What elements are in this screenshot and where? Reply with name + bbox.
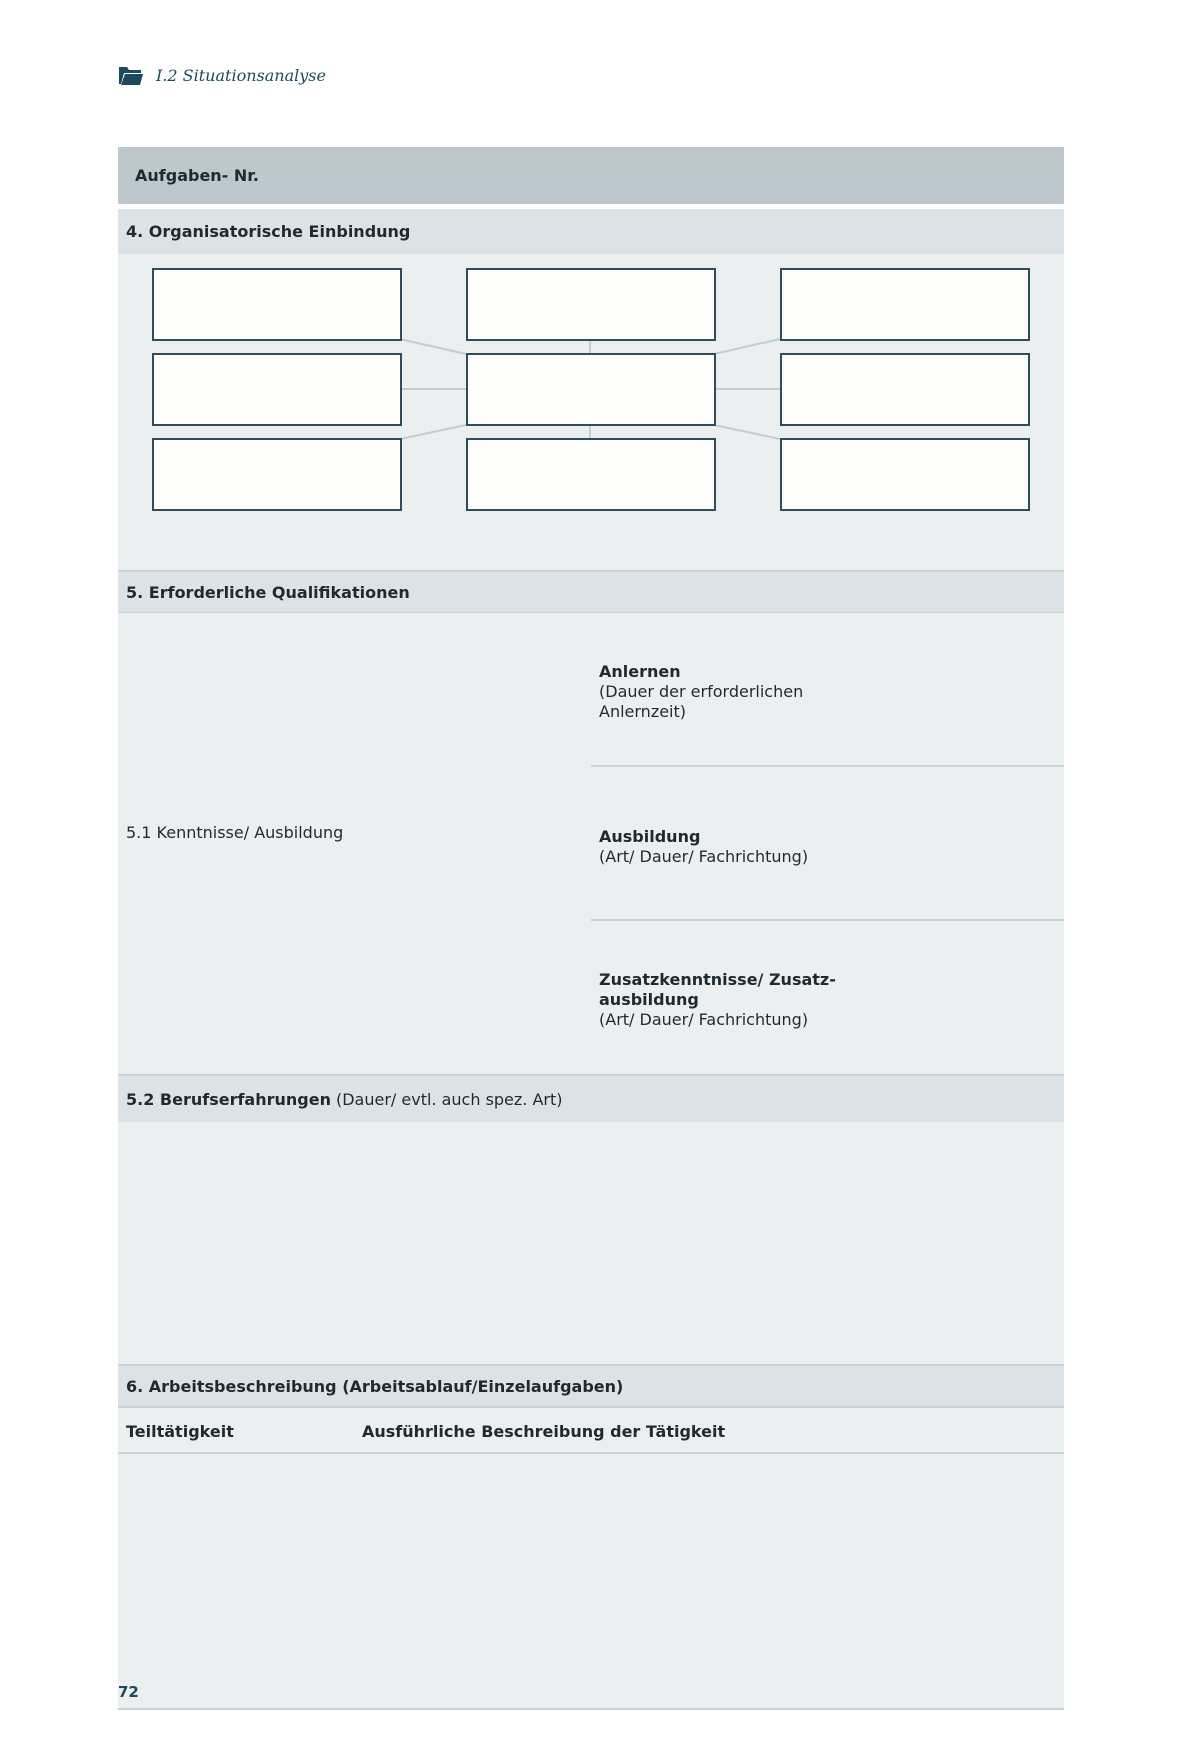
org-chart	[118, 254, 1064, 570]
task-number-row[interactable]	[118, 147, 1064, 204]
task-number-label: Aufgaben- Nr.	[135, 166, 259, 185]
org-box-top-right[interactable]	[781, 269, 1029, 340]
work-table-header	[118, 1406, 1064, 1454]
chapter-title: I.2 Situationsanalyse	[156, 65, 326, 85]
org-box-bottom-right[interactable]	[781, 439, 1029, 510]
org-box-top-left[interactable]	[153, 269, 401, 340]
section-4-title: 4. Organisatorische Einbindung	[126, 222, 411, 241]
section-5-title: 5. Erforderliche Qualifikationen	[126, 582, 410, 602]
section-4-header	[118, 209, 1064, 254]
org-box-middle-right[interactable]	[781, 354, 1029, 425]
section-6-header	[118, 1364, 1064, 1406]
page-header	[118, 62, 326, 88]
org-box-middle-left[interactable]	[153, 354, 401, 425]
org-box-bottom-left[interactable]	[153, 439, 401, 510]
divider	[591, 765, 1064, 767]
subsection-5-1-label: 5.1 Kenntnisse/ Ausbildung	[126, 823, 344, 842]
divider	[591, 919, 1064, 921]
field-anlernen-title: Anlernen	[599, 662, 681, 681]
field-ausbildung-description: (Art/ Dauer/ Fachrichtung)	[599, 847, 809, 866]
field-anlernen[interactable]	[591, 662, 1064, 722]
field-ausbildung[interactable]	[591, 827, 1064, 867]
field-anlernen-description-1: (Dauer der erforderlichen	[599, 682, 804, 701]
section-5-header	[118, 570, 1064, 612]
column-subtask: Teiltätigkeit	[126, 1422, 234, 1441]
field-zusatzkenntnisse[interactable]	[591, 970, 1064, 1030]
qualifications-area	[118, 612, 1064, 1074]
section-5-2-header	[118, 1074, 1064, 1122]
subsection-5-2-note: (Dauer/ evtl. auch spez. Art)	[335, 1089, 563, 1109]
qualification-fields	[591, 613, 1064, 1074]
org-box-bottom-center[interactable]	[467, 439, 715, 510]
field-zusatzkenntnisse-description: (Art/ Dauer/ Fachrichtung)	[599, 1010, 809, 1029]
field-zusatzkenntnisse-title-1: Zusatzkenntnisse/ Zusatz-	[599, 970, 836, 989]
folder-icon	[118, 63, 144, 87]
subsection-5-2-title: 5.2 Berufserfahrungen	[126, 1089, 331, 1109]
work-experience-field[interactable]	[118, 1122, 1064, 1364]
section-6-title: 6. Arbeitsbeschreibung (Arbeitsablauf/Einzelaufgaben)	[126, 1376, 624, 1396]
work-description-field[interactable]	[118, 1454, 1064, 1710]
form-sheet	[118, 147, 1064, 1710]
org-box-top-center[interactable]	[467, 269, 715, 340]
org-box-middle-center[interactable]	[467, 354, 715, 425]
page-number: 72	[118, 1683, 139, 1701]
org-chart-area	[118, 254, 1064, 570]
field-anlernen-description-2: Anlernzeit)	[599, 702, 687, 721]
field-ausbildung-title: Ausbildung	[599, 827, 701, 846]
column-description: Ausführliche Beschreibung der Tätigkeit	[362, 1422, 726, 1441]
field-zusatzkenntnisse-title-2: ausbildung	[599, 990, 699, 1009]
